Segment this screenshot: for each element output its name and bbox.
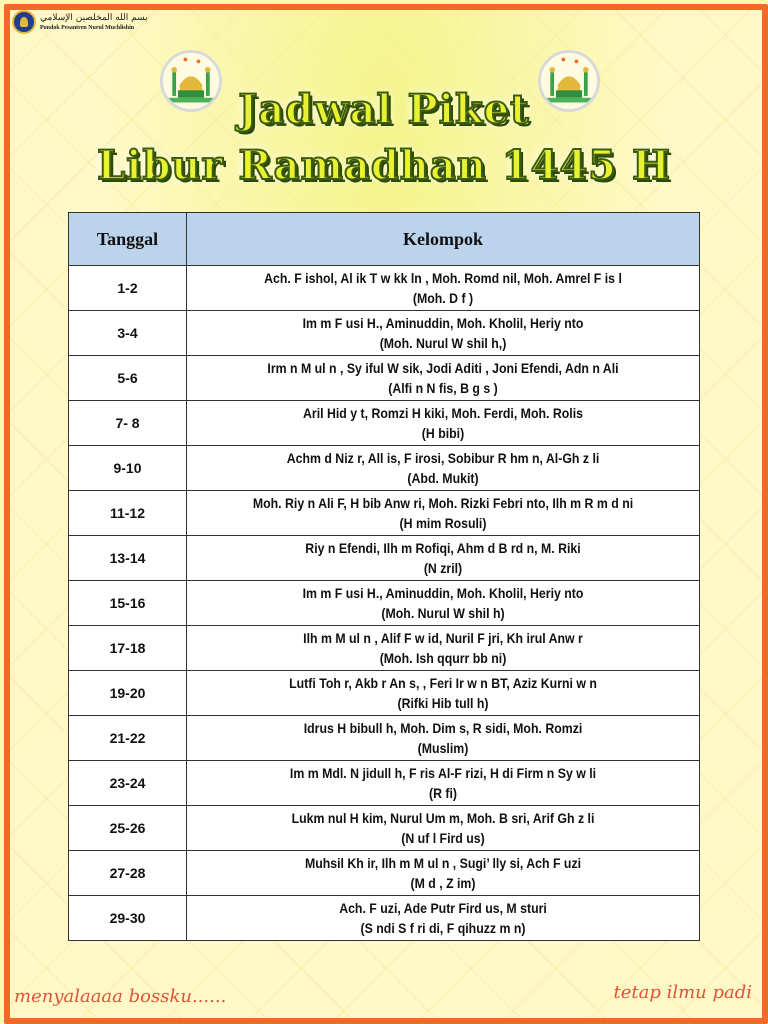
group-leader: (M d , Z im) bbox=[410, 875, 476, 891]
table-row bbox=[69, 491, 700, 536]
school-logo bbox=[12, 10, 148, 34]
page-title: Jadwal Piket bbox=[238, 86, 530, 133]
footer-right-text: tetap ilmu padi bbox=[613, 982, 752, 1003]
date-cell: 21-22 bbox=[69, 716, 187, 761]
group-leader: (Alfi n N fis, B g s ) bbox=[388, 380, 498, 396]
group-cell bbox=[187, 356, 700, 401]
table-row bbox=[69, 806, 700, 851]
group-cell bbox=[187, 491, 700, 536]
table-row bbox=[69, 896, 700, 941]
group-leader: (H mim Rosuli) bbox=[399, 515, 487, 531]
group-cell bbox=[187, 716, 700, 761]
date-cell: 11-12 bbox=[69, 491, 187, 536]
group-cell bbox=[187, 581, 700, 626]
group-members: Im m F usi H., Aminuddin, Moh. Kholil, Heriy nto bbox=[302, 585, 584, 601]
date-cell: 9-10 bbox=[69, 446, 187, 491]
table-row bbox=[69, 581, 700, 626]
group-members: Lutfi Toh r, Akb r An s, , Feri Ir w n BT, Aziz Kurni w n bbox=[289, 675, 597, 691]
date-cell: 29-30 bbox=[69, 896, 187, 941]
group-leader: (Moh. Ish qqurr bb ni) bbox=[379, 650, 507, 666]
group-leader: (Moh. D f ) bbox=[412, 290, 474, 306]
logo-emblem-icon bbox=[12, 10, 36, 34]
table-row bbox=[69, 851, 700, 896]
column-header-group: Kelompok bbox=[187, 213, 700, 266]
group-members: Ach. F ishol, Al ik T w kk ln , Moh. Romd nil, Moh. Amrel F is l bbox=[264, 270, 622, 286]
table-row bbox=[69, 266, 700, 311]
group-members: Aril Hid y t, Romzi H kiki, Moh. Ferdi, Moh. Rolis bbox=[303, 405, 583, 421]
group-members: Im m Mdl. N jidull h, F ris Al-F rizi, H di Firm n Sy w li bbox=[289, 765, 597, 781]
table-row bbox=[69, 356, 700, 401]
group-leader: (Moh. Nurul W shil h) bbox=[381, 605, 505, 621]
group-members: Im m F usi H., Aminuddin, Moh. Kholil, Heriy nto bbox=[302, 315, 584, 331]
date-cell: 19-20 bbox=[69, 671, 187, 716]
group-leader: (Abd. Mukit) bbox=[407, 470, 479, 486]
group-cell bbox=[187, 851, 700, 896]
table-row bbox=[69, 536, 700, 581]
group-members: Moh. Riy n Ali F, H bib Anw ri, Moh. Rizki Febri nto, Ilh m R m d ni bbox=[252, 495, 634, 511]
group-leader: (N zril) bbox=[423, 560, 463, 576]
table-row bbox=[69, 311, 700, 356]
group-cell bbox=[187, 896, 700, 941]
group-cell bbox=[187, 266, 700, 311]
group-members: Ilh m M ul n , Alif F w id, Nuril F jri, Kh irul Anw r bbox=[303, 630, 583, 646]
group-cell bbox=[187, 446, 700, 491]
group-leader: (Rifki Hib tull h) bbox=[397, 695, 489, 711]
group-members: Ach. F uzi, Ade Putr Fird us, M sturi bbox=[339, 900, 547, 916]
date-cell: 3-4 bbox=[69, 311, 187, 356]
table-row bbox=[69, 401, 700, 446]
date-cell: 13-14 bbox=[69, 536, 187, 581]
group-members: Muhsil Kh ir, Ilh m M ul n , Sugi’ lly si, Ach F uzi bbox=[304, 855, 582, 871]
group-cell bbox=[187, 671, 700, 716]
table-header-row bbox=[69, 213, 700, 266]
page-subtitle: Libur Ramadhan 1445 H bbox=[97, 142, 671, 189]
group-cell bbox=[187, 806, 700, 851]
date-cell: 1-2 bbox=[69, 266, 187, 311]
date-cell: 15-16 bbox=[69, 581, 187, 626]
group-cell bbox=[187, 761, 700, 806]
schedule-body bbox=[69, 266, 700, 941]
date-cell: 27-28 bbox=[69, 851, 187, 896]
column-header-date: Tanggal bbox=[69, 213, 187, 266]
group-members: Lukm nul H kim, Nurul Um m, Moh. B sri, Arif Gh z li bbox=[291, 810, 595, 826]
group-cell bbox=[187, 401, 700, 446]
group-leader: (R fi) bbox=[428, 785, 458, 801]
table-row bbox=[69, 446, 700, 491]
group-leader: (S ndi S f ri di, F qihuzz m n) bbox=[360, 920, 526, 936]
group-members: Idrus H bibull h, Moh. Dim s, R sidi, Moh. Romzi bbox=[303, 720, 583, 736]
group-leader: (H bibi) bbox=[421, 425, 465, 441]
group-members: Achm d Niz r, All is, F irosi, Sobibur R hm n, Al-Gh z li bbox=[286, 450, 600, 466]
table-row bbox=[69, 626, 700, 671]
date-cell: 7- 8 bbox=[69, 401, 187, 446]
logo-arabic-text: بسم الله المخلصين الإسلامي bbox=[40, 12, 148, 23]
group-leader: (Moh. Nurul W shil h,) bbox=[379, 335, 507, 351]
footer-left-text: menyalaaaa bossku...... bbox=[14, 986, 227, 1007]
group-cell bbox=[187, 536, 700, 581]
date-cell: 25-26 bbox=[69, 806, 187, 851]
date-cell: 17-18 bbox=[69, 626, 187, 671]
group-cell bbox=[187, 626, 700, 671]
logo-text bbox=[40, 13, 148, 32]
logo-school-name: Pondok Pesantren Nurul Muchlishin bbox=[40, 24, 135, 31]
date-cell: 5-6 bbox=[69, 356, 187, 401]
date-cell: 23-24 bbox=[69, 761, 187, 806]
group-members: Riy n Efendi, Ilh m Rofiqi, Ahm d B rd n, M. Riki bbox=[305, 540, 581, 556]
table-row bbox=[69, 761, 700, 806]
group-members: Irm n M ul n , Sy iful W sik, Jodi Aditi , Joni Efendi, Adn n Ali bbox=[267, 360, 619, 376]
group-cell bbox=[187, 311, 700, 356]
schedule-table bbox=[68, 212, 700, 941]
group-leader: (N uf l Fird us) bbox=[401, 830, 485, 846]
group-leader: (Muslim) bbox=[417, 740, 469, 756]
table-row bbox=[69, 671, 700, 716]
table-row bbox=[69, 716, 700, 761]
